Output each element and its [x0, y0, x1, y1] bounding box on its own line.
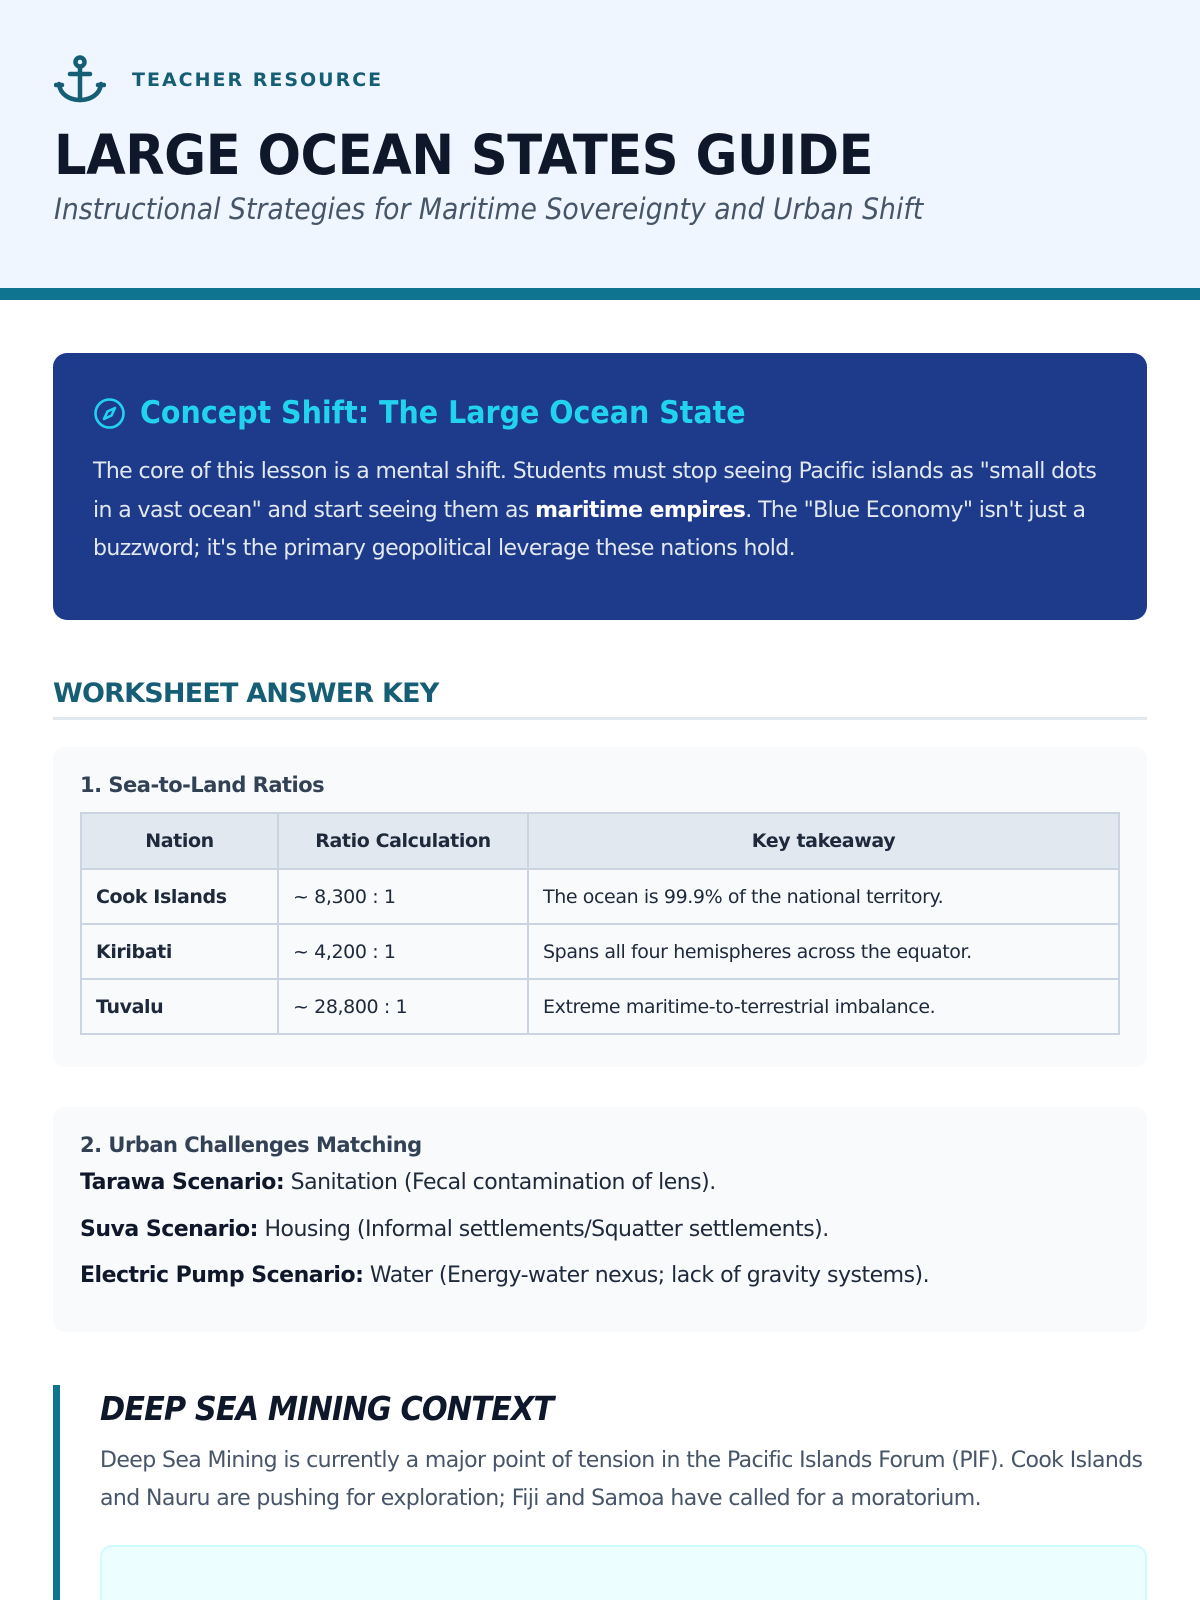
- match-answer: Housing (Informal settlements/Squatter settlements).: [264, 1216, 829, 1242]
- page-header: [0, 0, 1200, 300]
- match-item: [80, 1160, 1120, 1207]
- column-header-ratio: Ratio Calculation: [278, 813, 528, 869]
- concept-heading: [93, 395, 1107, 431]
- context-title: DEEP SEA MINING CONTEXT: [100, 1389, 554, 1428]
- table-row: [81, 924, 1119, 979]
- concept-title: Concept Shift: The Large Ocean State: [140, 395, 746, 431]
- match-label: Suva Scenario:: [80, 1216, 258, 1242]
- match-answer: Sanitation (Fecal contamination of lens).: [290, 1170, 716, 1195]
- cell-nation: Kiribati: [81, 924, 278, 979]
- concept-body: [93, 453, 1107, 569]
- cell-takeaway: Extreme maritime-to-terrestrial imbalance.: [528, 979, 1119, 1034]
- context-body: Deep Sea Mining is currently a major point of tension in the Pacific Islands Forum (PIF). Cook Islands and Nauru are pushing for exploration; Fiji and Samoa have called for a moratorium.: [100, 1448, 1143, 1511]
- ratios-table: [80, 812, 1120, 1035]
- cell-takeaway: Spans all four hemispheres across the equator.: [528, 924, 1119, 979]
- main-content: [0, 353, 1200, 1600]
- match-label: Electric Pump Scenario:: [80, 1263, 364, 1288]
- deep-sea-mining-section: [53, 1385, 1147, 1600]
- concept-body-text: The core of this lesson is a mental shift. Students must stop seeing Pacific islands as "small dots in a vast ocean" and start seeing them as: [93, 459, 1097, 523]
- cell-nation: Cook Islands: [81, 869, 278, 924]
- page-title: LARGE OCEAN STATES GUIDE: [54, 123, 874, 187]
- cell-ratio: ~ 4,200 : 1: [278, 924, 528, 979]
- anchor-icon: [54, 54, 106, 106]
- callout-box: [100, 1545, 1147, 1600]
- table-row: [81, 869, 1119, 924]
- table-header-row: [81, 813, 1119, 869]
- section-title-worksheet: WORKSHEET ANSWER KEY: [53, 678, 1147, 720]
- column-header-takeaway: Key takeaway: [528, 813, 1119, 869]
- matching-card: [53, 1107, 1147, 1332]
- match-answer: Water (Energy-water nexus; lack of gravity systems).: [369, 1263, 930, 1288]
- concept-card: [53, 353, 1147, 620]
- cell-ratio: ~ 28,800 : 1: [278, 979, 528, 1034]
- column-header-nation: Nation: [81, 813, 278, 869]
- ratios-card: [53, 747, 1147, 1067]
- cell-ratio: ~ 8,300 : 1: [278, 869, 528, 924]
- match-item: [80, 1253, 1120, 1300]
- table-row: [81, 979, 1119, 1034]
- cell-nation: Tuvalu: [81, 979, 278, 1034]
- concept-body-emphasis: maritime empires: [535, 497, 746, 523]
- eyebrow-label: TEACHER RESOURCE: [132, 69, 384, 91]
- cell-takeaway: The ocean is 99.9% of the national territory.: [528, 869, 1119, 924]
- concept-body-text-end: . The "Blue Economy" isn't just a buzzword; it's the primary geopolitical leverage these nations hold.: [93, 497, 1086, 561]
- match-item: [80, 1207, 1120, 1254]
- matching-heading: 2. Urban Challenges Matching: [80, 1133, 422, 1157]
- eyebrow: [54, 54, 383, 106]
- ratios-heading: 1. Sea-to-Land Ratios: [80, 773, 325, 797]
- page-subtitle: Instructional Strategies for Maritime Sovereignty and Urban Shift: [54, 192, 924, 226]
- match-label: Tarawa Scenario:: [80, 1170, 285, 1195]
- compass-icon: [93, 397, 126, 430]
